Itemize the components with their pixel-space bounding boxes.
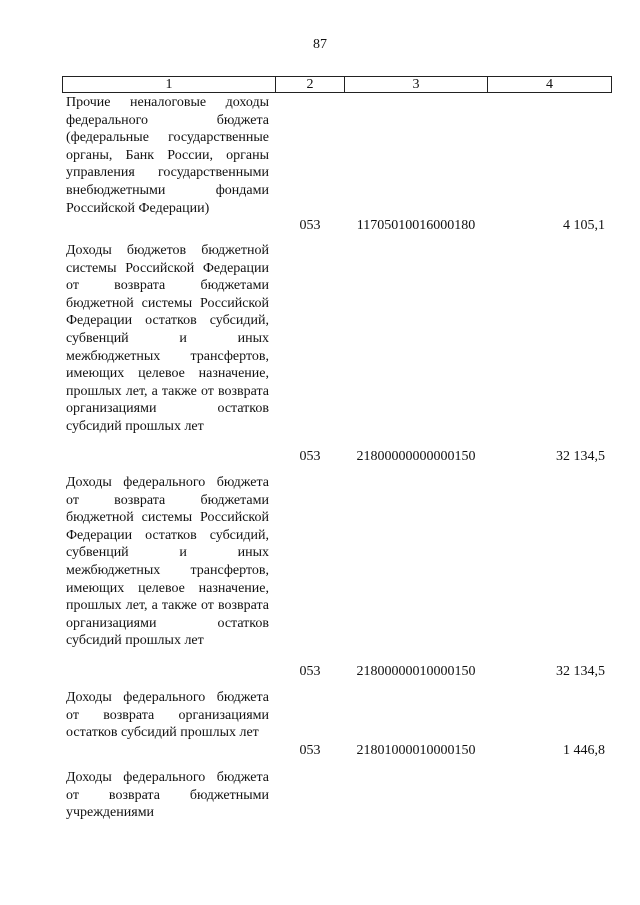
row-name: Доходы федерального бюджета от возврата бюджетами бюджетной системы Российской Федерации остатков субсидий, субвенций и иных межбюджетных трансфертов, имеющих целевое назначение, прошлых лет, а также от возврата организациями остатков субсидий прошлых лет <box>66 475 269 649</box>
header-col-4: 4 <box>487 76 612 93</box>
row-code: 053 <box>299 449 321 464</box>
row-amount: 4 105,1 <box>563 218 605 233</box>
row-kbk: 21801000010000150 <box>356 743 476 758</box>
row-name: Прочие неналоговые доходы федерального бюджета (федеральные государственные органы, Банк России, органы управления государственными внебюджетными фондами Российской Федерации) <box>66 95 269 216</box>
header-col-2: 2 <box>275 76 345 93</box>
header-col-3: 3 <box>344 76 488 93</box>
row-code: 053 <box>299 664 321 679</box>
row-amount: 32 134,5 <box>556 449 605 464</box>
row-kbk: 11705010016000180 <box>356 218 476 233</box>
row-amount: 1 446,8 <box>563 743 605 758</box>
row-amount: 32 134,5 <box>556 664 605 679</box>
row-name: Доходы бюджетов бюджетной системы Российской Федерации от возврата бюджетами бюджетной системы Российской Федерации остатков субсидий, субвенций и иных межбюджетных трансфертов, имеющих целевое назначение, прошлых лет, а также от возврата организациями остатков субсидий прошлых лет <box>66 243 269 434</box>
row-name: Доходы федерального бюджета от возврата организациями остатков субсидий прошлых лет <box>66 690 269 741</box>
header-col-1: 1 <box>62 76 276 93</box>
row-kbk: 21800000010000150 <box>356 664 476 679</box>
row-code: 053 <box>299 218 321 233</box>
row-code: 053 <box>299 743 321 758</box>
row-name: Доходы федерального бюджета от возврата бюджетными учреждениями <box>66 770 269 821</box>
row-kbk: 21800000000000150 <box>356 449 476 464</box>
page-number: 87 <box>313 37 327 52</box>
